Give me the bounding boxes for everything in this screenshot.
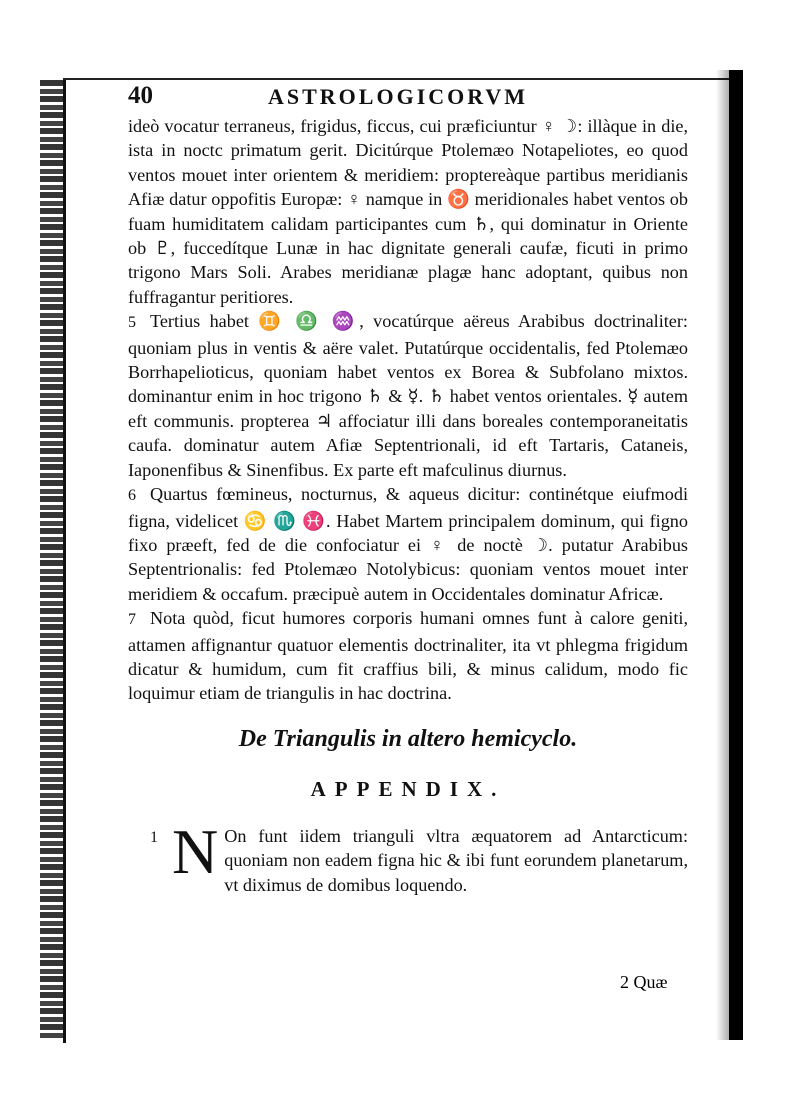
paragraph	[128, 482, 688, 606]
top-border-line	[63, 78, 743, 80]
drop-cap: N	[172, 815, 219, 887]
right-edge	[729, 70, 743, 1040]
paragraph-text: On funt iidem trianguli vltra æquatorem ad Antarcticum: quoniam non eadem figna hic & ibi funt eorundem planetarum, vt diximus de domibus loquendo.	[224, 825, 688, 895]
paragraph	[128, 309, 688, 482]
paragraph-text: Nota quòd, ficut humores corporis humani omnes funt à calore geniti, attamen affignantur quatuor elementis doctrinaliter, ita vt phlegma frigidum dicatur & humidum, cum fit craffius bili, & minus calidum, modo fic loquimur etiam de triangulis in hac doctrina.	[128, 608, 688, 704]
paragraph-text: Tertius habet ♊ ♎ ♒, vocatúrque aëreus Arabibus doctrinaliter: quoniam plus in ventis & aëre valet. Putatúrque occidentalis, fed Ptolemæo Borrhapelioticus, quoniam habet ventos ex Borea & Subfolano mixtos. dominantur enim in hoc trigono ♄ & ☿. ♄ habet ventos orientales. ☿ autem eft communis. propterea ♃ affociatur illi dans boreales contemporaneitatis caufa. dominatur autem Afiæ Septentrionali, id eft Tartaris, Cataneis, Iaponenfibus & Sinenfibus. Ex parte eft mafculinus diurnus.	[128, 311, 688, 480]
body-text	[128, 114, 688, 706]
catchword: 2 Quæ	[620, 972, 668, 992]
left-border-line	[63, 78, 66, 1043]
running-head: ASTROLOGICORVM	[268, 84, 529, 109]
paragraph-number: 5	[128, 314, 136, 332]
page-header	[128, 82, 688, 118]
page-number: 40	[128, 82, 153, 109]
paragraph	[128, 114, 688, 309]
paragraph	[128, 606, 688, 706]
paragraph-text: Quartus fœmineus, nocturnus, & aqueus dicitur: continétque eiufmodi figna, videlicet ♋ ♏ ♓. Habet Martem principalem dominum, qui figno fixo præeft, fed de die confociatur ei ♀ de noctè ☽. putatur Arabibus Septentrionalis: fed Ptolemæo Notolybicus: quoniam ventos mouet inter meridiem & occafum. præcipuè autem in Occidentales dominatur Africæ.	[128, 484, 688, 604]
paragraph-number: 6	[128, 487, 136, 505]
paragraph-number: 1	[150, 828, 158, 846]
section-subtitle: De Triangulis in altero hemicyclo.	[238, 725, 578, 752]
appendix-heading: APPENDIX.	[310, 776, 506, 801]
page-content	[128, 82, 688, 897]
paragraph-text: ideò vocatur terraneus, frigidus, ficcus, cui præficiuntur ♀ ☽: illàque in die, ista in noctc primatum gerit. Dicitúrque Ptolemæo Notapeliotes, eo quod ventos mouet inter orientem & meridiem: proptereàque partibus meridianis Afiæ datur oppofitis Europæ: ♀ namque in ♉ meridionales habet ventos ob fuam humiditatem calidam participantes cum ♄, qui dominatur in Oriente ob ♇, fuccedítque Lunæ in hac dignitate generali caufæ, ficuti in primo trigono Mars Soli. Arabes meridianæ plagæ hanc adoptant, quibus non fuffragantur peritiores.	[128, 116, 688, 307]
right-edge-shadow	[716, 70, 730, 1040]
paragraph-number: 7	[128, 611, 136, 629]
appendix-paragraph	[128, 815, 688, 897]
